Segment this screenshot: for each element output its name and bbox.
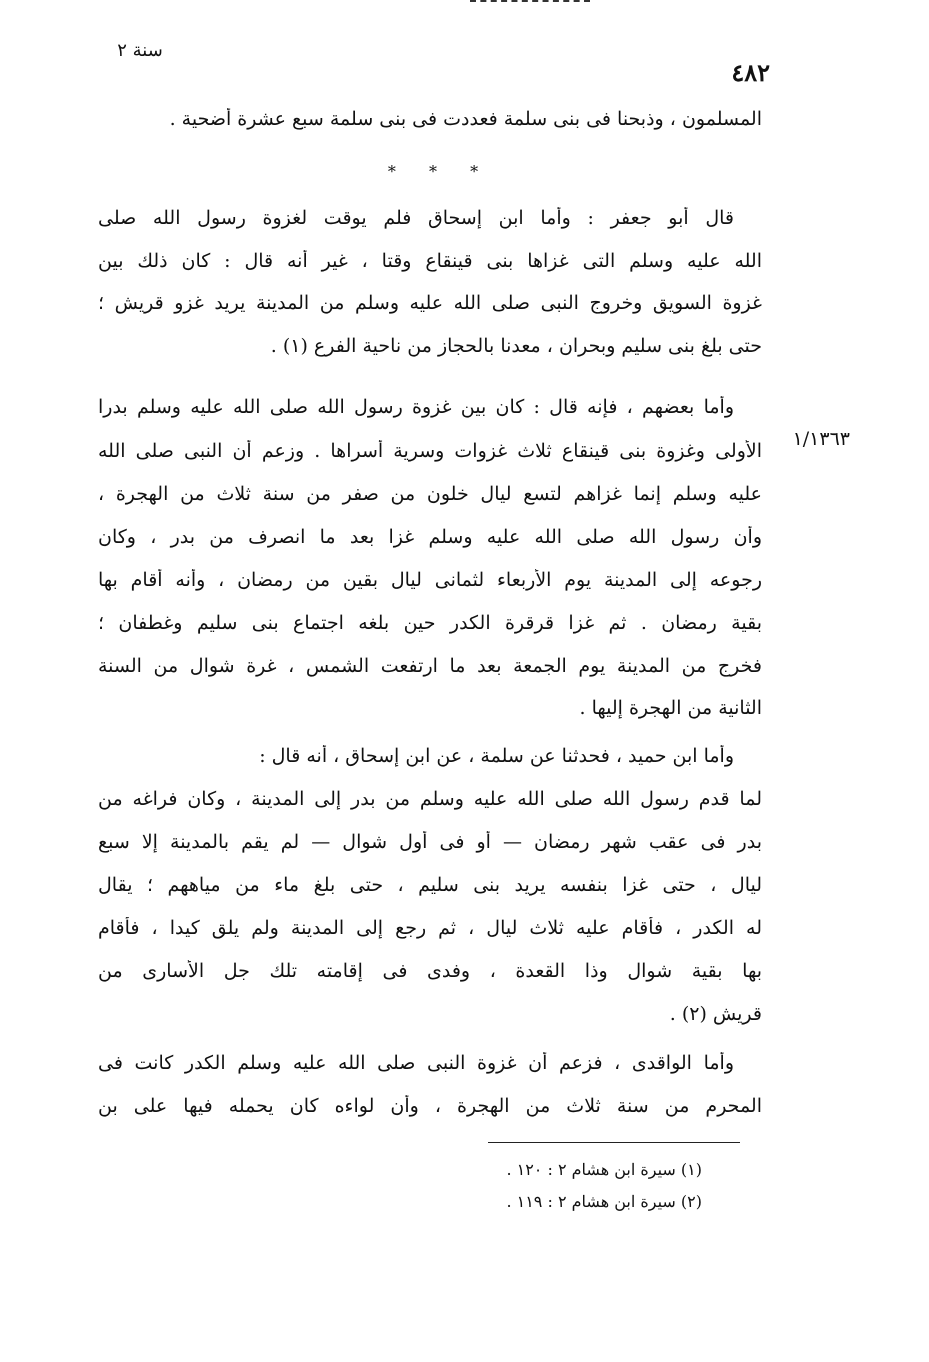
running-head: سنة ٢ bbox=[117, 40, 163, 61]
text-line: الله عليه وسلم التى غزاها بنى قينقاع وقتا ، غير أنه قال : كان ذلك بين bbox=[98, 250, 762, 272]
text-line: وأما بعضهم ، فإنه قال : كان بين غزوة رسول الله صلى الله عليه وسلم بدرا bbox=[98, 396, 734, 418]
text-line: قال أبو جعفر : وأما ابن إسحاق فلم يوقت لغزوة رسول الله صلى bbox=[98, 207, 734, 229]
text-line: لما قدم رسول الله صلى الله عليه وسلم من بدر إلى المدينة ، وكان فراغه من bbox=[98, 788, 762, 810]
text-line: له الكدر ، فأقام عليه ثلاث ليال ، ثم رجع إلى المدينة ولم يلق كيدا ، فأقام bbox=[98, 917, 762, 939]
text-line: وأما ابن حميد ، فحدثنا عن سلمة ، عن ابن إسحاق ، أنه قال : bbox=[259, 745, 734, 767]
text-line: بها بقية شوال وذا القعدة ، وفدى فى إقامته تلك جل الأسارى من bbox=[98, 960, 762, 982]
text-line: وأن رسول الله صلى الله عليه وسلم غزا بعد ما انصرف من بدر ، وكان bbox=[98, 526, 762, 548]
top-edge-rule bbox=[470, 0, 590, 2]
text-line: حتى بلغ بنى سليم وبحران ، معدنا بالحجاز من ناحية الفرع (١) . bbox=[270, 335, 762, 357]
footnote: (٢) سيرة ابن هشام ٢ : ١١٩ . bbox=[506, 1192, 702, 1211]
text-line: غزوة السويق وخروج النبى صلى الله عليه وسلم من المدينة يريد غزو قريش ؛ bbox=[98, 292, 762, 314]
text-line: المسلمون ، وذبحنا فى بنى سلمة فعددت فى بنى سلمة سبع عشرة أضحية . bbox=[169, 108, 762, 130]
text-line: بدر فى عقب شهر رمضان — أو فى أول شوال — لم يقم بالمدينة إلا سبع bbox=[98, 831, 762, 853]
text-line: قريش (٢) . bbox=[669, 1003, 762, 1025]
text-line: بقية رمضان . ثم غزا قرقرة الكدر حين بلغه اجتماع بنى سليم وغطفان ؛ bbox=[98, 612, 762, 634]
margin-reference: ١/١٣٦٣ bbox=[792, 428, 850, 450]
text-line: عليه وسلم إنما غزاهم لتسع ليال خلون من صفر من سنة ثلاث من الهجرة ، bbox=[98, 483, 762, 505]
text-line: وأما الواقدى ، فزعم أن غزوة النبى صلى الله عليه وسلم الكدر كانت فى bbox=[98, 1052, 734, 1074]
footnote: (١) سيرة ابن هشام ٢ : ١٢٠ . bbox=[506, 1160, 702, 1179]
page-number: ٤٨٢ bbox=[731, 58, 770, 87]
text-line: رجوعه إلى المدينة يوم الأربعاء لثمانى ليال بقين من رمضان ، وأنه أقام بها bbox=[98, 569, 762, 591]
text-line: فخرج من المدينة يوم الجمعة بعد ما ارتفعت الشمس ، غرة شوال من السنة bbox=[98, 655, 762, 677]
section-separator: * * * bbox=[387, 162, 493, 181]
text-line: ليال ، حتى غزا بنفسه يريد بنى سليم ، حتى بلغ ماء من مياههم ؛ يقال bbox=[98, 874, 762, 896]
text-line: المحرم من سنة ثلاث من الهجرة ، وأن لواءه كان يحمله فيها على بن bbox=[98, 1095, 762, 1117]
footnote-rule bbox=[488, 1142, 740, 1143]
text-line: الأولى وغزوة بنى قينقاع ثلاث غزوات وسرية أسراها . وزعم أن النبى صلى الله bbox=[98, 440, 762, 462]
text-line: الثانية من الهجرة إليها . bbox=[579, 697, 762, 719]
